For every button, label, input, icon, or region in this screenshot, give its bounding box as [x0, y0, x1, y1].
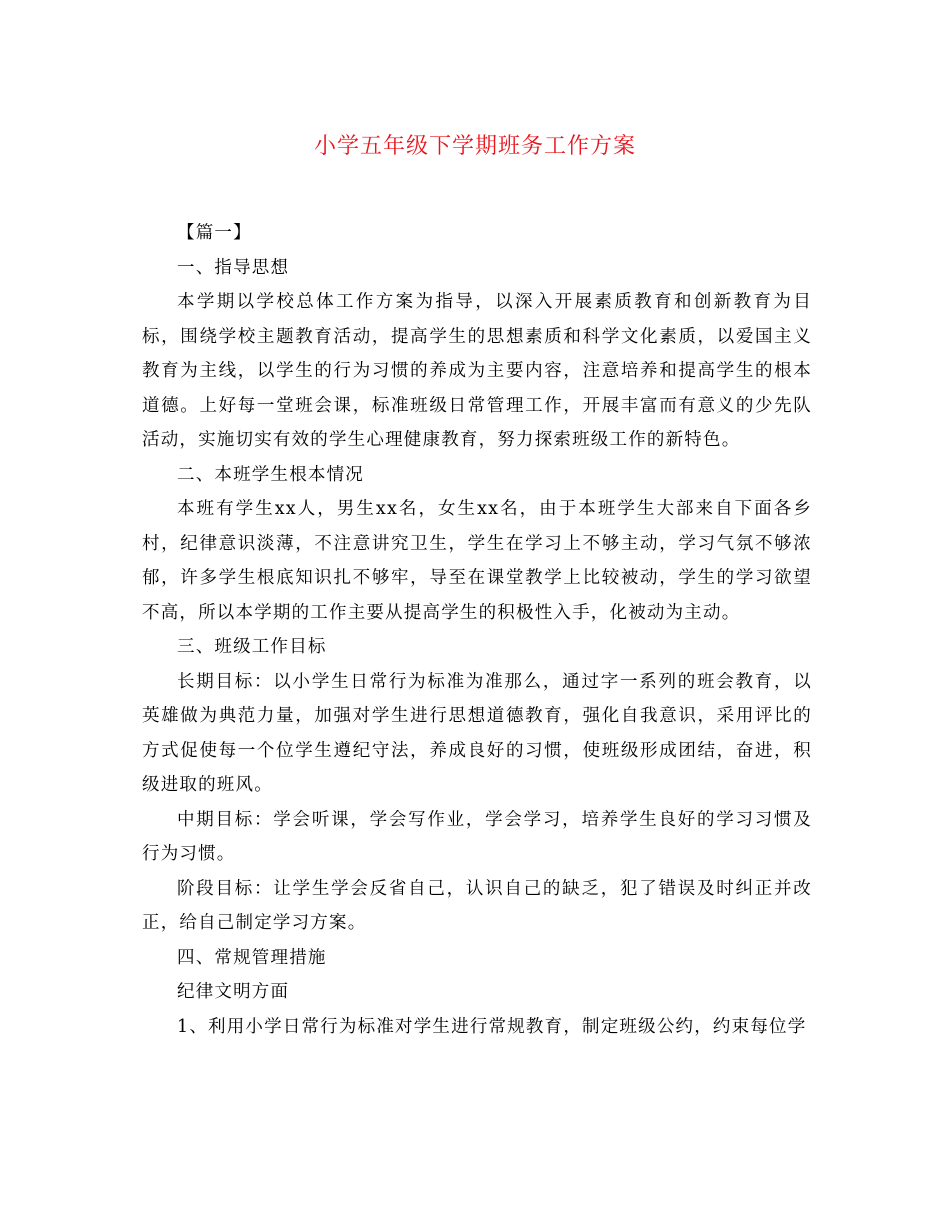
section-heading-guiding-ideology: 一、指导思想: [177, 257, 290, 278]
document-body: [142, 216, 812, 1044]
section-heading-class-goals: 三、班级工作目标: [177, 637, 327, 657]
subsection-heading-discipline: 纪律文明方面: [177, 982, 290, 1002]
paragraph-long-term-goal: 长期目标：以小学生日常行为标准为准那么，通过字一系列的班会教育，以英雄做为典范力量，加强对学生进行思想道德教育，强化自我意识，采用评比的方式促使每一个位学生遵纪守法，养成良好的习惯，使班级形成团结，奋进，积级进取的班风。: [142, 671, 812, 795]
section-heading-management-measures: 四、常规管理措施: [177, 947, 327, 968]
paragraph-mid-term-goal: 中期目标：学会听课，学会写作业，学会学习，培养学生良好的学习习惯及行为习惯。: [142, 809, 812, 864]
paragraph-class-situation: 本班有学生xx人，男生xx名，女生xx名，由于本班学生大部来自下面各乡村，纪律意识淡薄，不注意讲究卫生，学生在学习上不够主动，学习气氛不够浓郁，许多学生根底知识扎不够牢，导至在课堂教学上比较被动，学生的学习欲望不高，所以本学期的工作主要从提高学生的积极性入手，化被动为主动。: [142, 499, 812, 623]
paragraph-stage-goal: 阶段目标：让学生学会反省自己，认识自己的缺乏，犯了错误及时纠正并改正，给自己制定学习方案。: [142, 878, 812, 933]
section-heading-class-situation: 二、本班学生根本情况: [177, 464, 364, 485]
paragraph-discipline-item-1: 1、利用小学日常行为标准对学生进行常规教育，制定班级公约，约束每位学: [177, 1016, 807, 1037]
paragraph-guiding-ideology: 本学期以学校总体工作方案为指导，以深入开展素质教育和创新教育为目标，围绕学校主题教育活动，提高学生的思想素质和科学文化素质，以爱国主义教育为主线，以学生的行为习惯的养成为主要内容，注意培养和提高学生的根本道德。上好每一堂班会课，标准班级日常管理工作，开展丰富而有意义的少先队活动，实施切实有效的学生心理健康教育，努力探索班级工作的新特色。: [142, 292, 812, 450]
section-marker: 【篇一】: [177, 223, 252, 243]
document-title: 小学五年级下学期班务工作方案: [313, 134, 636, 159]
